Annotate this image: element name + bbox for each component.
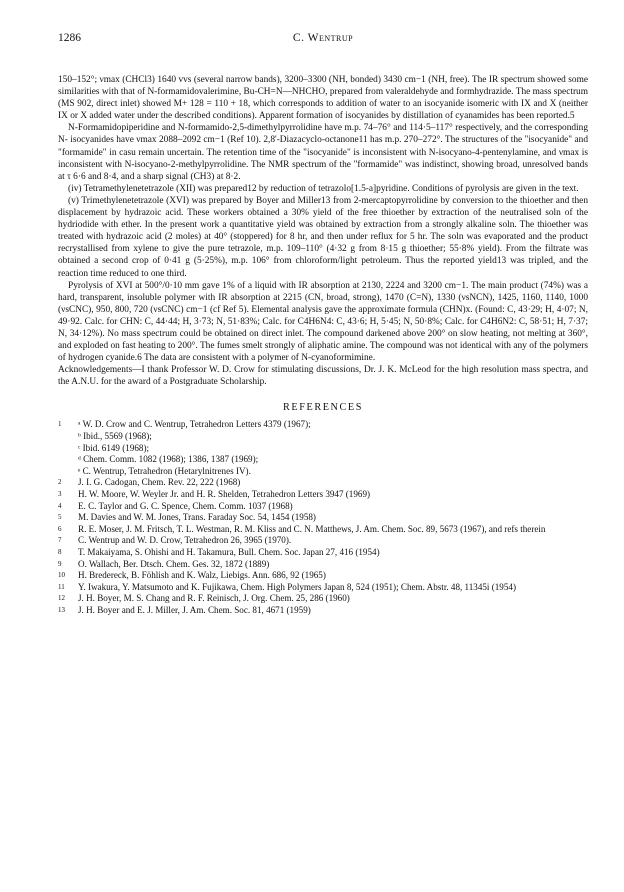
references-title: REFERENCES xyxy=(283,402,363,414)
reference-item xyxy=(58,454,588,466)
reference-number xyxy=(58,466,78,478)
reference-number xyxy=(58,443,78,455)
reference-number: 10 xyxy=(58,571,65,580)
reference-item xyxy=(58,570,588,582)
reference-text: T. Makaiyama, S. Ohishi and H. Takamura, Bull. Chem. Soc. Japan 27, 416 (1954) xyxy=(78,546,380,557)
references-list xyxy=(58,419,588,616)
reference-text: Y. Iwakura, Y. Matsumoto and K. Fujikawa, Chem. High Polymers Japan 8, 524 (1951); Chem. Abstr. 48, 11345i (1954) xyxy=(78,581,516,592)
reference-item xyxy=(58,489,588,501)
reference-item xyxy=(58,512,588,524)
reference-number: 11 xyxy=(58,582,65,591)
reference-item xyxy=(58,443,588,455)
reference-item xyxy=(58,547,588,559)
reference-number: 2 xyxy=(58,478,62,487)
reference-number: 13 xyxy=(58,605,65,614)
reference-number: 6 xyxy=(58,524,62,533)
reference-text: C. Wentrup and W. D. Crow, Tetrahedron 26, 3965 (1970). xyxy=(78,535,292,546)
reference-number: 7 xyxy=(58,536,62,545)
page-number: 1286 xyxy=(58,32,81,44)
page-header xyxy=(58,32,588,48)
paragraph: Acknowledgements—I thank Professor W. D. Crow for stimulating discussions, Dr. J. K. McLeod for the high resolution mass spectra, and the A.N.U. for the award of a Postgraduate Scholarship. xyxy=(58,365,588,388)
reference-text: ᵃ W. D. Crow and C. Wentrup, Tetrahedron Letters 4379 (1967); xyxy=(78,419,311,430)
reference-item xyxy=(58,605,588,617)
paragraph: (iv) Tetramethylenetetrazole (XII) was prepared12 by reduction of tetrazolo[1.5-a]pyridine. Conditions of pyrolysis are given in the text. xyxy=(68,183,579,194)
reference-item xyxy=(58,559,588,571)
paragraph: 150–152°; νmax (CHCl3) 1640 vvs (several narrow bands), 3200–3300 (NH, bonded) 3430 cm−1 (NH, free). The IR spectrum showed some similarities with that of N-formamidovalerimine, Bu-CH=N—NHCHO, prepared from valeraldehyde and formhydrazide. The mass spectrum (MS 902, direct inlet) showed M+ 128 = 110 + 18, which corresponds to addition of water to an isocyanide isomeric with IX and X (neither IX or X added water under the described conditions). Apparent formation of isocyanides by distillation of cyanamides has been reported.5 xyxy=(58,75,588,122)
reference-number: 4 xyxy=(58,501,62,510)
body-text xyxy=(58,74,588,388)
reference-text: ᵉ C. Wentrup, Tetrahedron (Hetarylnitrenes IV). xyxy=(78,465,251,476)
reference-item xyxy=(58,501,588,513)
reference-number: 1 xyxy=(58,420,62,429)
reference-text: H. W. Moore, W. Weyler Jr. and H. R. Shelden, Tetrahedron Letters 3947 (1969) xyxy=(78,489,371,499)
reference-text: O. Wallach, Ber. Dtsch. Chem. Ges. 32, 1872 (1889) xyxy=(78,558,270,569)
document-page xyxy=(58,32,588,617)
reference-item xyxy=(58,431,588,443)
reference-text: ᵇ Ibid., 5569 (1968); xyxy=(78,431,152,442)
reference-number xyxy=(58,431,78,443)
reference-item xyxy=(58,466,588,478)
reference-text: M. Davies and W. M. Jones, Trans. Faraday Soc. 54, 1454 (1958) xyxy=(78,512,316,523)
reference-item xyxy=(58,535,588,547)
reference-text: J. H. Boyer and E. J. Miller, J. Am. Chem. Soc. 81, 4671 (1959) xyxy=(78,604,311,615)
reference-item xyxy=(58,593,588,605)
reference-number: 5 xyxy=(58,513,62,522)
reference-item xyxy=(58,582,588,594)
running-head: C. Wentrup xyxy=(292,32,354,44)
reference-text: H. Bredereck, B. Föhlish and K. Walz, Liebigs. Ann. 686, 92 (1965) xyxy=(78,570,326,581)
reference-item xyxy=(58,524,588,536)
reference-number: 3 xyxy=(58,490,62,498)
reference-text: E. C. Taylor and G. C. Spence, Chem. Comm. 1037 (1968) xyxy=(78,500,293,511)
reference-text: ᵈ Chem. Comm. 1082 (1968); 1386, 1387 (1969); xyxy=(78,454,259,465)
reference-number: 9 xyxy=(58,559,62,568)
reference-item xyxy=(58,477,588,489)
paragraph: N-Formamidopiperidine and N-formamido-2,5-dimethylpyrrolidine have m.p. 74–76° and 114·5–117° respectively, and the corresponding N- isocyanides have νmax 2088–2092 cm−1 (Ref 10). 2,8'-Diazacyclo-octanone11 has m.p. 270–272°. The structures of the "isocyanide" and "formamide" in casu remain uncertain. The retention time of the "isocyanide" is inconsistent with N-isocyano-4-pentenylamine, and νmax is inconsistent with N-isocyano-2-methylpyrrolidine. The NMR spectrum of the "formamide" was indistinct, showing broad, unresolved bands at τ 6·6 and 8·4, and a sharp signal (CH3) at 8·2. xyxy=(58,123,588,182)
reference-text: R. E. Moser, J. M. Fritsch, T. L. Westman, R. M. Kliss and C. N. Matthews, J. Am. Chem. Soc. 89, 5673 (1967), and refs therein xyxy=(78,523,546,534)
reference-item xyxy=(58,419,588,431)
paragraph: Pyrolysis of XVI at 500°/0·10 mm gave 1% of a liquid with IR absorption at 2130, 2224 and 3200 cm−1. The main product (74%) was a hard, transparent, insoluble polymer with IR absorption at 2215 (CN, broad, strong), 1470 (C=N), 1330 (νsNCN), 1425, 1160, 1140, 1000 (νsCNC), 950, 800, 720 (νsCNC) cm−1 (cf Ref 5). Elemental analysis gave the approximate formula (CHN)x. (Found: C, 43·29; H, 4·07; N, 49·92. Calc. for CHN: C, 44·44; H, 3·73; N, 51·83%; Calc. for C4H6N4: C, 43·6; H, 5·45; N, 50·8%; Calc. for C4H6N2: C, 58·51; H, 7·37; N, 34·12%). No mass spectrum could be obtained on direct inlet. The compound darkened above 200° on slow heating, not melting at 360°, and exploded on fast heating to 200°. The fumes smelt strongly of aliphatic amine. The compound was not identical with any of the polymers of hydrogen cyanide.6 The data are consistent with a polymer of N-cyanoformimine. xyxy=(58,280,588,364)
reference-number: 12 xyxy=(58,594,65,603)
reference-number: 8 xyxy=(58,547,62,556)
reference-text: ᶜ Ibid. 6149 (1968); xyxy=(78,442,150,453)
paragraph: (v) Trimethylenetetrazole (XVI) was prepared by Boyer and Miller13 from 2-mercaptopyrrolidine by conversion to the thioether and then displacement by hydrazoic acid. These workers obtained a 30% yield of the free thioether by extraction of the neutralised soln of the hydriodide with ether. In the present work a quantitative yield was obtained by extraction from a strongly alkaline soln. The thioether was treated with hydrazoic acid (2 moles) at 40° (stoppered) for 8 hr, and then under reflux for 5 hr. The soln was evaporated and the product recrystallised from xylene to give the pure tetrazole, m.p. 109–110° (4·32 g from 8·15 g thioether; 55·8% yield). From the filtrate was obtained a second crop of 0·41 g (5·25%), m.p. 106° from chloroform/light petroleum. Thus the reported yield13 was tripled, and the reaction time reduced to one third. xyxy=(58,195,588,279)
reference-number xyxy=(58,454,78,466)
reference-text: J. I. G. Cadogan, Chem. Rev. 22, 222 (1968) xyxy=(78,477,241,488)
reference-text: J. H. Boyer, M. S. Chang and R. F. Reinisch, J. Org. Chem. 25, 286 (1960) xyxy=(78,593,350,604)
